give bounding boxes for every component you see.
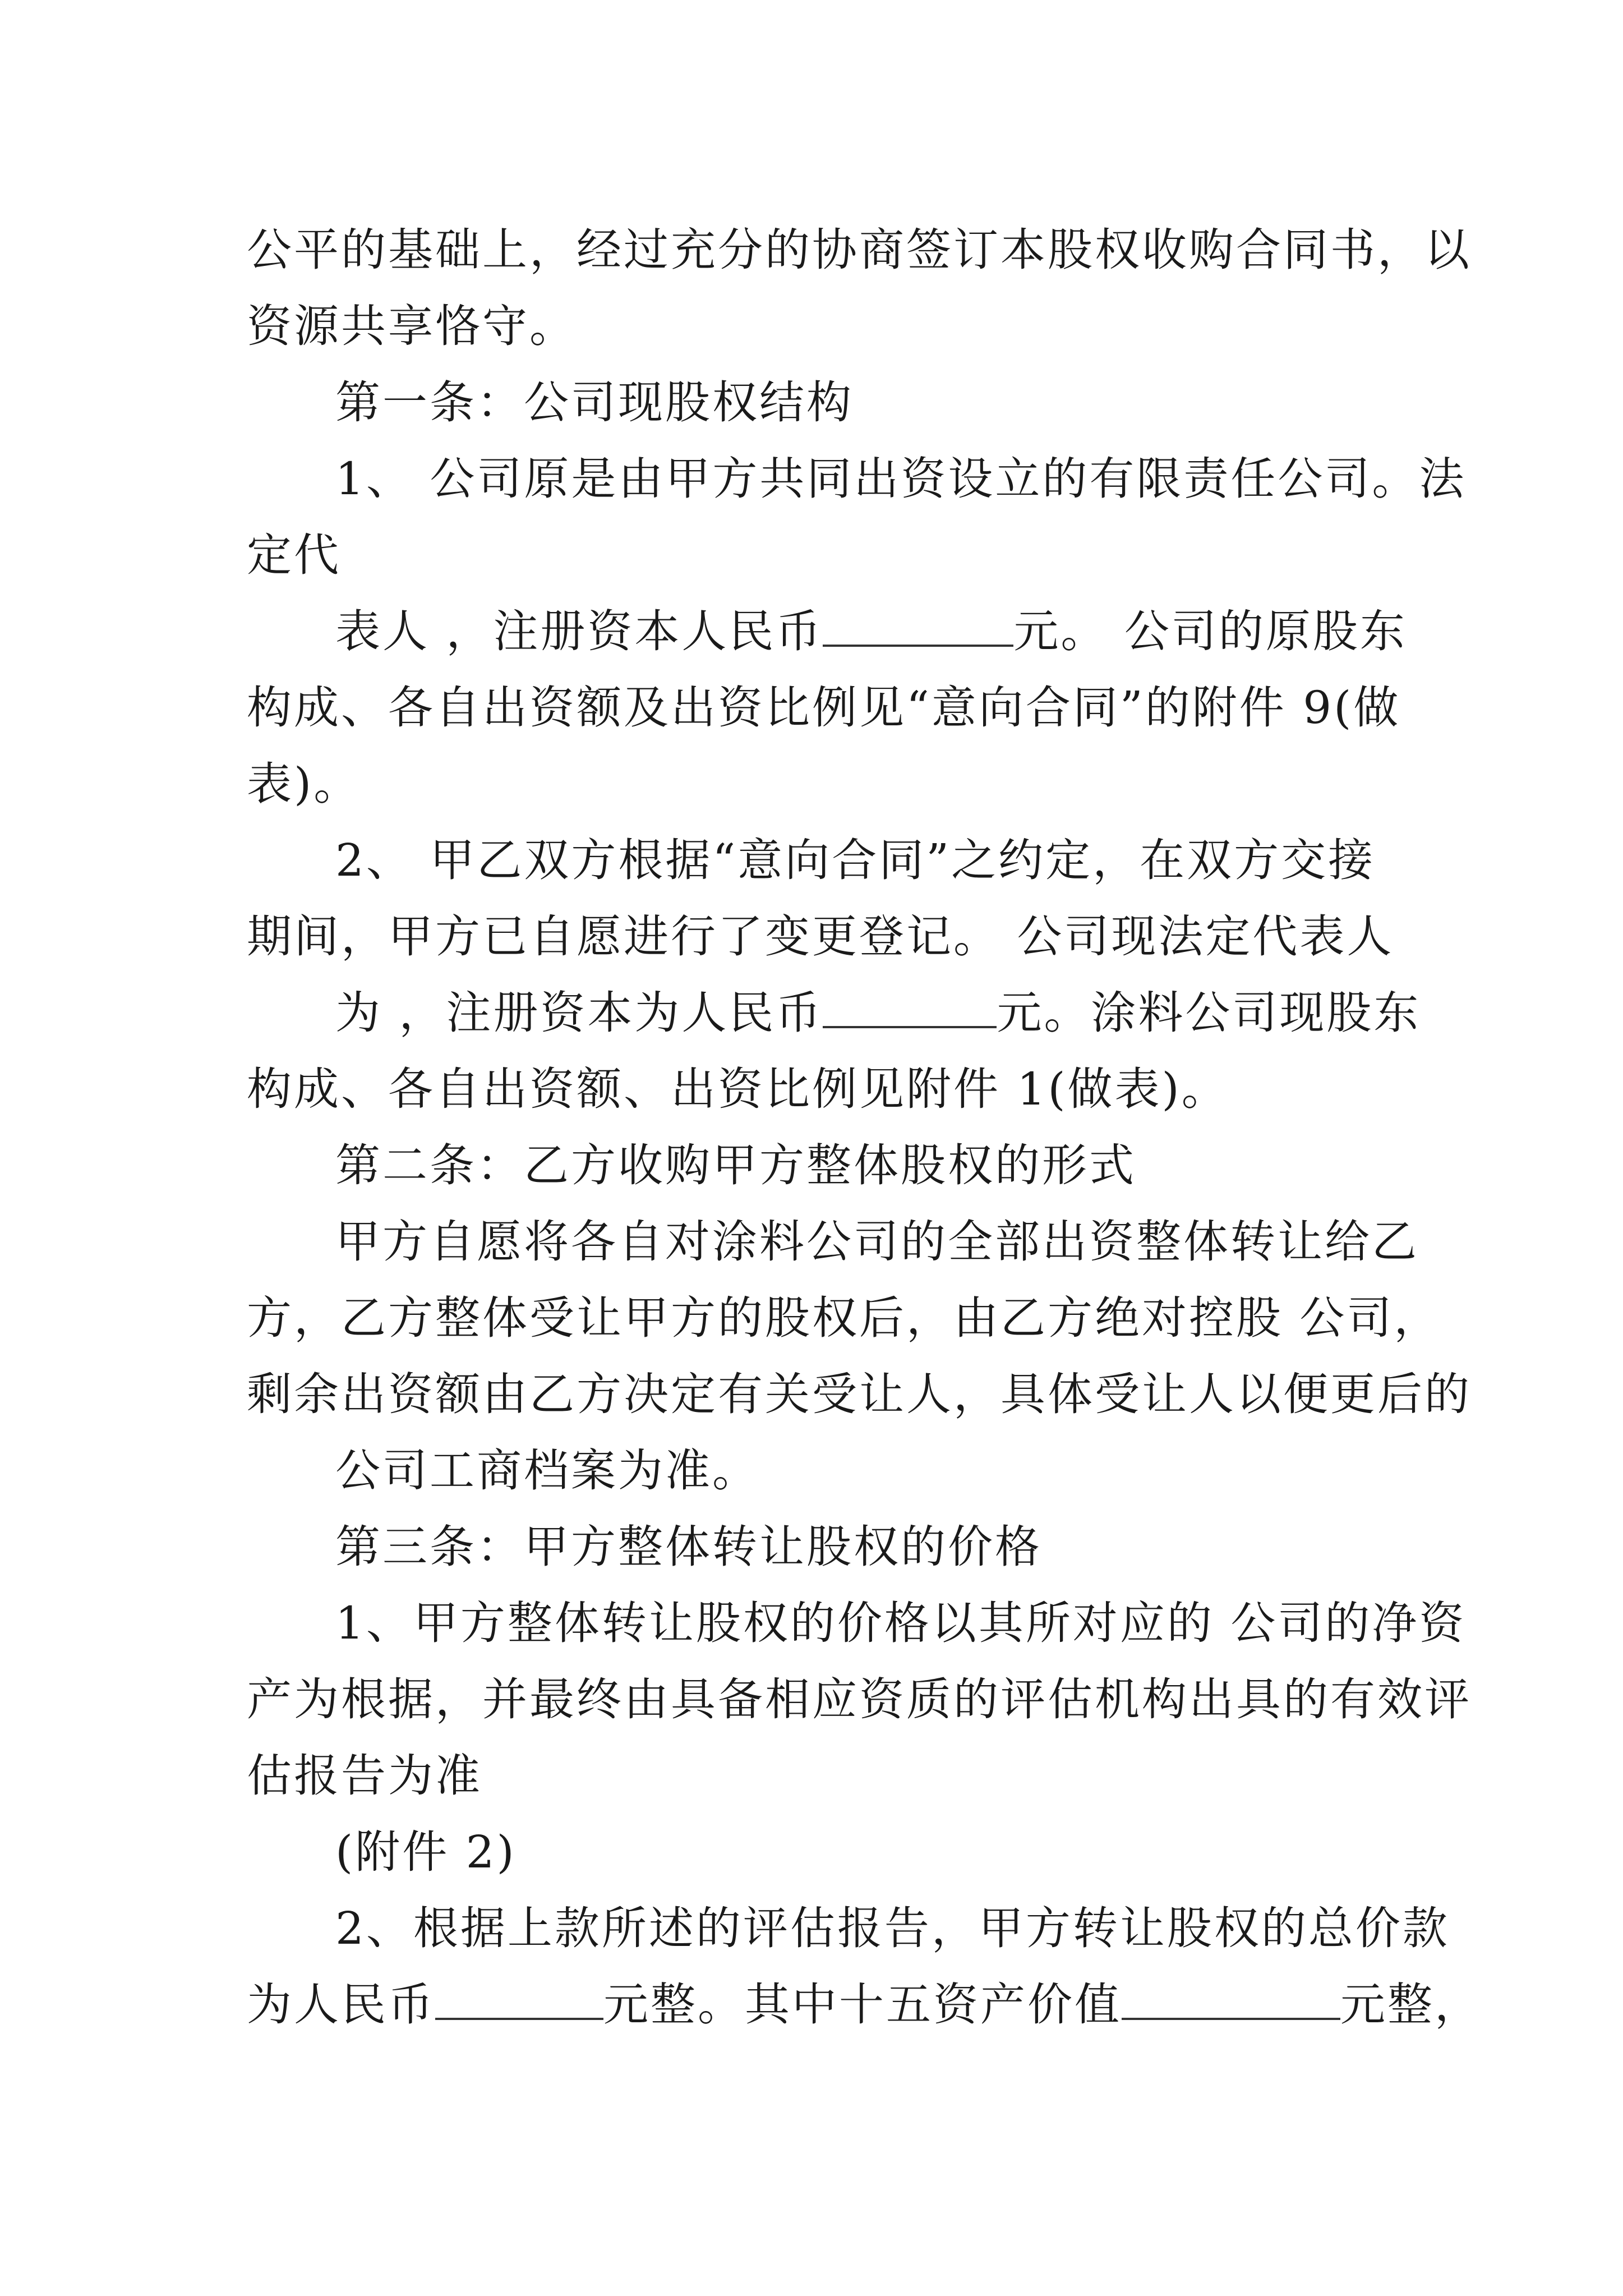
paragraph-line: 公司工商档案为准。 [335,1444,759,1497]
paragraph-line: 公平的基础上，经过充分的协商签订本股权收购合同书，以 [247,224,1472,276]
fill-in-blank [823,605,1013,647]
document-body [247,212,1482,2043]
paragraph-line: 定代 [247,529,341,581]
paragraph-line: 甲方自愿将各自对涂料公司的全部出资整体转让给乙 [335,1216,1419,1268]
paragraph-line [247,1967,1482,2043]
article-heading: 第一条：公司现股权结构 [335,376,854,429]
paragraph-line: 资源共享恪守。 [247,300,577,352]
text-segment: 元整， [1340,1978,1482,2031]
text-segment: 为人民币 [247,1978,435,2031]
paragraph-line: 方，乙方整体受让甲方的股权后，由乙方绝对控股 公司， [247,1292,1441,1344]
paragraph-line: 2、根据上款所述的评估报告，甲方转让股权的总价款 [335,1902,1450,1954]
paragraph-line: 期间，甲方已自愿进行了变更登记。 公司现法定代表人 [247,910,1394,963]
text-segment: 元。涂料公司现股东 [997,987,1421,1039]
fill-in-blank [435,1978,603,2020]
paragraph-line: 构成、各自出资额及出资比例见“意向合同”的附件 9(做 [247,682,1401,734]
text-segment: 元。 公司的原股东 [1013,605,1407,657]
article-heading: 第二条：乙方收购甲方整体股权的形式 [335,1139,1136,1191]
paragraph-line: (附件 2) [335,1826,517,1878]
article-heading: 第三条：甲方整体转让股权的价格 [335,1521,1042,1573]
paragraph-line: 估报告为准 [247,1750,482,1802]
text-segment: 为 ，注册资本为人民币 [335,987,823,1039]
paragraph-line: 剩余出资额由乙方决定有关受让人，具体受让人以便更后的 [247,1368,1472,1420]
text-segment: 元整。其中十五资产价值 [603,1978,1122,2031]
fill-in-blank [1122,1978,1340,2020]
paragraph-line [247,975,1421,1051]
paragraph-line: 表)。 [247,758,361,810]
paragraph-line: 1、甲方整体转让股权的价格以其所对应的 公司的净资 [335,1597,1467,1649]
paragraph-line: 产为根据，并最终由具备相应资质的评估机构出具的有效评 [247,1673,1472,1726]
paragraph-line: 构成、各自出资额、出资比例见附件 1(做表)。 [247,1063,1229,1115]
text-segment: 表人 ，注册资本人民币 [335,605,823,657]
paragraph-line [247,593,1407,670]
fill-in-blank [823,987,997,1028]
paragraph-line: 2、 甲乙双方根据“意向合同”之约定，在双方交接 [335,834,1376,886]
paragraph-line: 1、 公司原是由甲方共同出资设立的有限责任公司。法 [335,453,1467,505]
